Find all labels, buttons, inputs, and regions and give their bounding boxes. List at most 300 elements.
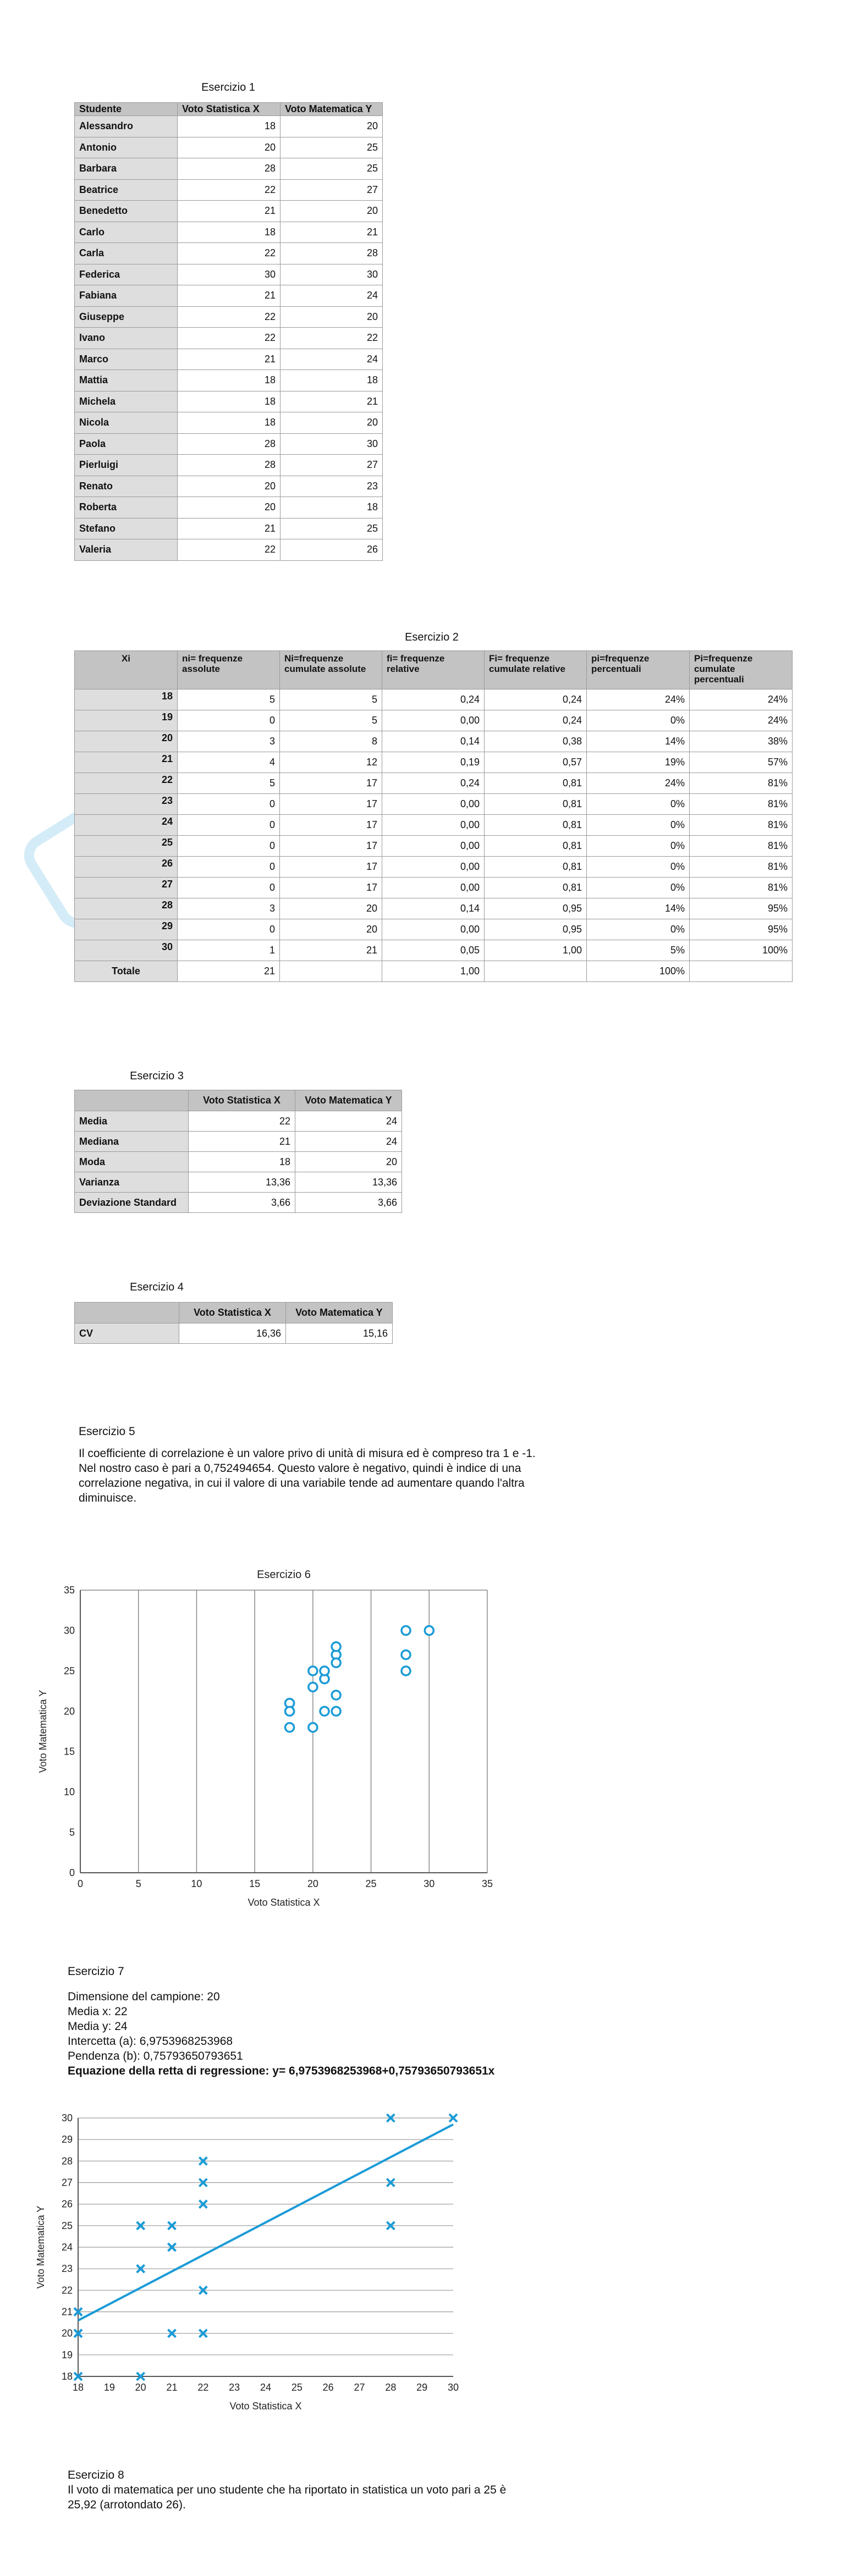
es1-table-row bbox=[75, 222, 383, 243]
es4-header-cell bbox=[75, 1303, 179, 1323]
y-tick-label: 25 bbox=[63, 1665, 75, 1676]
es7-title: Esercizio 7 bbox=[68, 1965, 124, 1978]
es2-row-label: 28 bbox=[75, 898, 178, 919]
es1-row-label: Benedetto bbox=[75, 201, 178, 222]
data-point bbox=[332, 1707, 340, 1716]
data-point bbox=[402, 1650, 410, 1659]
es1-cell: 25 bbox=[280, 137, 383, 158]
es1-cell: 21 bbox=[280, 222, 383, 243]
data-point bbox=[285, 1723, 294, 1732]
es2-row-label: 24 bbox=[75, 815, 178, 836]
es3-cell: 24 bbox=[295, 1111, 402, 1132]
y-tick-label: 27 bbox=[61, 2177, 73, 2188]
es2-table-row bbox=[75, 731, 793, 752]
es2-cell: 81% bbox=[690, 857, 793, 878]
es2-cell: 0,81 bbox=[485, 794, 587, 815]
es1-table-row bbox=[75, 201, 383, 222]
es1-table-row bbox=[75, 476, 383, 497]
es5-line: diminuisce. bbox=[79, 1492, 137, 1504]
x-axis-label: Voto Statistica X bbox=[248, 1897, 320, 1908]
es2-cell: 95% bbox=[690, 898, 793, 919]
es7-line: Pendenza (b): 0,75793650793651 bbox=[68, 2050, 243, 2062]
data-point bbox=[320, 1707, 329, 1716]
es2-cell: 0,05 bbox=[382, 940, 485, 961]
es1-row-label: Carla bbox=[75, 243, 178, 264]
es2-table-row bbox=[75, 710, 793, 731]
data-point bbox=[425, 1626, 433, 1635]
es3-row-label: Varianza bbox=[75, 1172, 189, 1193]
es1-cell: 22 bbox=[178, 539, 280, 561]
es1-table bbox=[74, 102, 383, 561]
es1-row-label: Alessandro bbox=[75, 116, 178, 137]
es2-table-row bbox=[75, 919, 793, 940]
es3-table-row bbox=[75, 1152, 402, 1172]
es2-cell: 5 bbox=[280, 689, 382, 710]
es3-header-cell: Voto Matematica Y bbox=[295, 1090, 402, 1111]
es2-cell: 14% bbox=[587, 898, 690, 919]
es1-table-row bbox=[75, 391, 383, 412]
x-tick-label: 20 bbox=[307, 1878, 318, 1889]
es2-header-cell: Fi= frequenze cumulate relative bbox=[485, 651, 587, 689]
es1-table-row bbox=[75, 433, 383, 455]
es1-table-row bbox=[75, 306, 383, 328]
es2-cell: 0 bbox=[178, 857, 280, 878]
es2-cell: 0,95 bbox=[485, 919, 587, 940]
es2-cell: 17 bbox=[280, 815, 382, 836]
es1-row-label: Valeria bbox=[75, 539, 178, 561]
es2-cell: 57% bbox=[690, 752, 793, 773]
es1-cell: 20 bbox=[178, 497, 280, 518]
es2-cell: 1,00 bbox=[485, 940, 587, 961]
es2-total-cell bbox=[485, 961, 587, 982]
es2-table-row bbox=[75, 794, 793, 815]
es3-cell: 24 bbox=[295, 1132, 402, 1152]
es2-table-row bbox=[75, 815, 793, 836]
es1-cell: 22 bbox=[178, 328, 280, 349]
es2-cell: 0,24 bbox=[485, 710, 587, 731]
es1-cell: 21 bbox=[178, 518, 280, 539]
y-tick-label: 25 bbox=[61, 2220, 73, 2231]
es1-table-row bbox=[75, 349, 383, 370]
es2-table-row bbox=[75, 836, 793, 857]
es1-cell: 20 bbox=[280, 306, 383, 328]
es7-line: Intercetta (a): 6,9753968253968 bbox=[68, 2035, 233, 2048]
es1-cell: 28 bbox=[280, 243, 383, 264]
es2-row-label: 27 bbox=[75, 878, 178, 898]
es2-cell: 24% bbox=[690, 689, 793, 710]
es2-cell: 0% bbox=[587, 878, 690, 898]
x-tick-label: 20 bbox=[135, 2382, 146, 2393]
data-point bbox=[285, 1707, 294, 1716]
es2-cell: 1 bbox=[178, 940, 280, 961]
es1-table-row bbox=[75, 455, 383, 476]
trendline bbox=[78, 2125, 453, 2320]
es1-row-label: Antonio bbox=[75, 137, 178, 158]
es2-cell: 21 bbox=[280, 940, 382, 961]
x-tick-label: 29 bbox=[416, 2382, 428, 2393]
es2-cell: 0% bbox=[587, 794, 690, 815]
x-tick-label: 30 bbox=[447, 2382, 459, 2393]
es7-line: Media x: 22 bbox=[68, 2005, 128, 2018]
es3-table-row bbox=[75, 1132, 402, 1152]
es3-table-row bbox=[75, 1111, 402, 1132]
es3-cell: 18 bbox=[189, 1152, 295, 1172]
es1-row-label: Fabiana bbox=[75, 285, 178, 307]
es2-row-label: 30 bbox=[75, 940, 178, 961]
x-tick-label: 26 bbox=[322, 2382, 334, 2393]
es2-row-label: 19 bbox=[75, 710, 178, 731]
es2-cell: 0% bbox=[587, 836, 690, 857]
es2-cell: 0,24 bbox=[382, 773, 485, 794]
es1-cell: 23 bbox=[280, 476, 383, 497]
es2-cell: 17 bbox=[280, 794, 382, 815]
es2-cell: 0,81 bbox=[485, 773, 587, 794]
es2-cell: 0 bbox=[178, 836, 280, 857]
es2-table-row bbox=[75, 689, 793, 710]
es2-cell: 3 bbox=[178, 898, 280, 919]
es3-cell: 21 bbox=[189, 1132, 295, 1152]
data-point bbox=[309, 1683, 317, 1691]
es5-line: Il coefficiente di correlazione è un valore privo di unità di misura ed è compreso tra 1 e -1. bbox=[79, 1447, 536, 1460]
data-point bbox=[402, 1667, 410, 1675]
es2-cell: 0,00 bbox=[382, 919, 485, 940]
es1-cell: 20 bbox=[280, 116, 383, 137]
es2-cell: 0,00 bbox=[382, 836, 485, 857]
es2-header-cell: fi= frequenze relative bbox=[382, 651, 485, 689]
es1-cell: 22 bbox=[178, 243, 280, 264]
es2-cell: 0,14 bbox=[382, 731, 485, 752]
es2-total-label: Totale bbox=[75, 961, 178, 982]
x-tick-label: 18 bbox=[72, 2382, 84, 2393]
y-axis-label: Voto Matematica Y bbox=[37, 1690, 48, 1773]
es1-row-label: Pierluigi bbox=[75, 455, 178, 476]
es4-title: Esercizio 4 bbox=[130, 1281, 184, 1293]
es1-row-label: Roberta bbox=[75, 497, 178, 518]
es3-row-label: Media bbox=[75, 1111, 189, 1132]
es2-cell: 24% bbox=[587, 773, 690, 794]
es1-table-row bbox=[75, 243, 383, 264]
es2-cell: 5 bbox=[178, 773, 280, 794]
data-point bbox=[320, 1667, 329, 1675]
x-tick-label: 0 bbox=[77, 1878, 84, 1889]
es1-cell: 18 bbox=[178, 116, 280, 137]
es2-title: Esercizio 2 bbox=[405, 631, 459, 643]
es1-header-cell: Voto Statistica X bbox=[178, 103, 280, 116]
es1-cell: 18 bbox=[178, 412, 280, 434]
es2-table-row bbox=[75, 898, 793, 919]
x-tick-label: 28 bbox=[385, 2382, 397, 2393]
es2-table-row bbox=[75, 773, 793, 794]
es2-total-cell: 100% bbox=[587, 961, 690, 982]
es4-header-cell: Voto Matematica Y bbox=[286, 1303, 393, 1323]
es2-cell: 0,00 bbox=[382, 878, 485, 898]
es2-cell: 81% bbox=[690, 836, 793, 857]
es1-cell: 21 bbox=[178, 201, 280, 222]
es1-cell: 27 bbox=[280, 455, 383, 476]
es1-cell: 21 bbox=[178, 349, 280, 370]
es2-cell: 0 bbox=[178, 815, 280, 836]
x-tick-label: 21 bbox=[166, 2382, 178, 2393]
x-tick-label: 30 bbox=[424, 1878, 435, 1889]
es1-header-cell: Voto Matematica Y bbox=[280, 103, 383, 116]
es2-cell: 0,24 bbox=[382, 689, 485, 710]
es2-cell: 0,81 bbox=[485, 836, 587, 857]
es2-cell: 24% bbox=[587, 689, 690, 710]
es1-table-row bbox=[75, 497, 383, 518]
es2-row-label: 20 bbox=[75, 731, 178, 752]
es2-cell: 20 bbox=[280, 898, 382, 919]
es2-table-row bbox=[75, 878, 793, 898]
es2-cell: 0,24 bbox=[485, 689, 587, 710]
es4-header-cell: Voto Statistica X bbox=[179, 1303, 286, 1323]
es2-cell: 0,14 bbox=[382, 898, 485, 919]
es1-cell: 28 bbox=[178, 158, 280, 180]
data-point bbox=[332, 1642, 340, 1651]
es3-cell: 3,66 bbox=[189, 1193, 295, 1213]
es1-cell: 30 bbox=[280, 264, 383, 285]
es2-cell: 20 bbox=[280, 919, 382, 940]
es6-scatter-chart bbox=[33, 1562, 506, 1913]
es2-cell: 0,57 bbox=[485, 752, 587, 773]
y-tick-label: 15 bbox=[63, 1746, 75, 1757]
es2-cell: 0 bbox=[178, 878, 280, 898]
es2-cell: 0,81 bbox=[485, 815, 587, 836]
y-axis-label: Voto Matematica Y bbox=[35, 2205, 46, 2289]
es2-cell: 17 bbox=[280, 836, 382, 857]
es1-cell: 30 bbox=[280, 433, 383, 455]
es2-header-cell: Ni=frequenze cumulate assolute bbox=[280, 651, 382, 689]
es4-cell: 16,36 bbox=[179, 1323, 286, 1344]
es2-cell: 0 bbox=[178, 794, 280, 815]
es8-title: Esercizio 8 bbox=[68, 2469, 124, 2481]
es2-cell: 0 bbox=[178, 919, 280, 940]
es2-total-cell bbox=[690, 961, 793, 982]
es1-row-label: Giuseppe bbox=[75, 306, 178, 328]
es2-cell: 38% bbox=[690, 731, 793, 752]
es1-table-row bbox=[75, 116, 383, 137]
es7-equation: Equazione della retta di regressione: y= 6,9753968253968+0,75793650793651x bbox=[68, 2065, 495, 2077]
es1-row-label: Barbara bbox=[75, 158, 178, 180]
es2-header-cell: Xi bbox=[75, 651, 178, 689]
es1-cell: 28 bbox=[178, 433, 280, 455]
y-tick-label: 26 bbox=[61, 2198, 73, 2210]
es1-row-label: Ivano bbox=[75, 328, 178, 349]
y-tick-label: 19 bbox=[61, 2349, 73, 2360]
es2-cell: 81% bbox=[690, 794, 793, 815]
data-point bbox=[309, 1667, 317, 1675]
es2-total-cell: 1,00 bbox=[382, 961, 485, 982]
es1-cell: 30 bbox=[178, 264, 280, 285]
es1-cell: 27 bbox=[280, 179, 383, 201]
es1-row-label: Beatrice bbox=[75, 179, 178, 201]
data-point bbox=[402, 1626, 410, 1635]
y-tick-label: 30 bbox=[61, 2112, 73, 2123]
x-tick-label: 22 bbox=[197, 2382, 209, 2393]
es8-line: Il voto di matematica per uno studente che ha riportato in statistica un voto pari a 25 è bbox=[68, 2484, 507, 2496]
data-point bbox=[332, 1691, 340, 1700]
y-tick-label: 20 bbox=[61, 2327, 73, 2339]
es1-cell: 24 bbox=[280, 285, 383, 307]
es2-row-label: 26 bbox=[75, 857, 178, 878]
es2-cell: 0% bbox=[587, 857, 690, 878]
es1-cell: 21 bbox=[280, 391, 383, 412]
es2-cell: 24% bbox=[690, 710, 793, 731]
es5-paragraph bbox=[79, 1446, 684, 1505]
es1-cell: 18 bbox=[280, 370, 383, 391]
y-tick-label: 5 bbox=[69, 1827, 75, 1838]
es2-cell: 0,00 bbox=[382, 815, 485, 836]
es1-row-label: Federica bbox=[75, 264, 178, 285]
es2-total-cell: 21 bbox=[178, 961, 280, 982]
es1-table-row bbox=[75, 179, 383, 201]
es7-paragraph bbox=[68, 1989, 728, 2078]
es4-table bbox=[74, 1302, 393, 1344]
es2-total-row bbox=[75, 961, 793, 982]
es3-table-row bbox=[75, 1193, 402, 1213]
es1-cell: 24 bbox=[280, 349, 383, 370]
es1-cell: 18 bbox=[178, 370, 280, 391]
es2-cell: 81% bbox=[690, 773, 793, 794]
y-tick-label: 21 bbox=[61, 2306, 73, 2318]
es2-cell: 0,95 bbox=[485, 898, 587, 919]
es4-table-row bbox=[75, 1323, 393, 1344]
es2-table-row bbox=[75, 752, 793, 773]
es2-cell: 5 bbox=[280, 710, 382, 731]
es5-line: Nel nostro caso è pari a 0,752494654. Questo valore è negativo, quindi è indice di una bbox=[79, 1462, 521, 1475]
es3-header-cell: Voto Statistica X bbox=[189, 1090, 295, 1111]
es2-table bbox=[74, 650, 793, 982]
es4-row-label: CV bbox=[75, 1323, 179, 1344]
es3-table-row bbox=[75, 1172, 402, 1193]
es2-cell: 5% bbox=[587, 940, 690, 961]
es2-row-label: 29 bbox=[75, 919, 178, 940]
es1-row-label: Renato bbox=[75, 476, 178, 497]
es1-cell: 22 bbox=[178, 179, 280, 201]
es2-table-row bbox=[75, 940, 793, 961]
es2-cell: 100% bbox=[690, 940, 793, 961]
es8-line: 25,92 (arrotondato 26). bbox=[68, 2498, 186, 2511]
es1-row-label: Michela bbox=[75, 391, 178, 412]
es2-cell: 0,81 bbox=[485, 857, 587, 878]
x-tick-label: 5 bbox=[135, 1878, 141, 1889]
es1-table-row bbox=[75, 264, 383, 285]
es2-header-cell: pi=frequenze percentuali bbox=[587, 651, 690, 689]
es1-row-label: Nicola bbox=[75, 412, 178, 434]
y-tick-label: 35 bbox=[63, 1585, 75, 1596]
es2-cell: 0,81 bbox=[485, 878, 587, 898]
es3-row-label: Mediana bbox=[75, 1132, 189, 1152]
x-tick-label: 15 bbox=[249, 1878, 261, 1889]
es2-cell: 0 bbox=[178, 710, 280, 731]
es7-regression-chart bbox=[33, 2106, 473, 2425]
es1-cell: 25 bbox=[280, 518, 383, 539]
es1-table-row bbox=[75, 518, 383, 539]
es8-paragraph bbox=[68, 2483, 728, 2512]
es1-cell: 20 bbox=[178, 476, 280, 497]
es3-cell: 20 bbox=[295, 1152, 402, 1172]
es1-row-label: Stefano bbox=[75, 518, 178, 539]
es7-line: Dimensione del campione: 20 bbox=[68, 1990, 220, 2003]
y-tick-label: 30 bbox=[63, 1625, 75, 1636]
es2-row-label: 21 bbox=[75, 752, 178, 773]
es1-table-row bbox=[75, 539, 383, 561]
es1-cell: 20 bbox=[280, 412, 383, 434]
es1-table-row bbox=[75, 412, 383, 434]
chart-title: Esercizio 6 bbox=[257, 1569, 311, 1581]
es2-cell: 0% bbox=[587, 919, 690, 940]
x-tick-label: 27 bbox=[354, 2382, 365, 2393]
es5-title: Esercizio 5 bbox=[79, 1425, 135, 1438]
y-tick-label: 23 bbox=[61, 2263, 73, 2275]
es3-cell: 22 bbox=[189, 1111, 295, 1132]
es1-cell: 18 bbox=[178, 222, 280, 243]
es3-title: Esercizio 3 bbox=[130, 1070, 184, 1082]
es3-cell: 13,36 bbox=[189, 1172, 295, 1193]
y-tick-label: 18 bbox=[61, 2371, 73, 2382]
es2-cell: 4 bbox=[178, 752, 280, 773]
es2-header-cell: Pi=frequenze cumulate percentuali bbox=[690, 651, 793, 689]
es1-row-label: Mattia bbox=[75, 370, 178, 391]
es2-cell: 0,38 bbox=[485, 731, 587, 752]
es2-cell: 0,00 bbox=[382, 794, 485, 815]
es3-cell: 13,36 bbox=[295, 1172, 402, 1193]
x-tick-label: 25 bbox=[365, 1878, 377, 1889]
es1-row-label: Marco bbox=[75, 349, 178, 370]
y-tick-label: 22 bbox=[61, 2285, 73, 2296]
es2-cell: 81% bbox=[690, 878, 793, 898]
x-tick-label: 24 bbox=[260, 2382, 272, 2393]
es3-row-label: Moda bbox=[75, 1152, 189, 1172]
x-tick-label: 23 bbox=[229, 2382, 240, 2393]
es1-row-label: Carlo bbox=[75, 222, 178, 243]
es1-cell: 25 bbox=[280, 158, 383, 180]
es2-row-label: 25 bbox=[75, 836, 178, 857]
es1-table-row bbox=[75, 370, 383, 391]
es2-cell: 81% bbox=[690, 815, 793, 836]
es1-cell: 28 bbox=[178, 455, 280, 476]
x-tick-label: 25 bbox=[291, 2382, 302, 2393]
es1-cell: 22 bbox=[178, 306, 280, 328]
es2-cell: 14% bbox=[587, 731, 690, 752]
data-point bbox=[309, 1723, 317, 1732]
es2-cell: 0,00 bbox=[382, 710, 485, 731]
es3-header-cell bbox=[75, 1090, 189, 1111]
es2-cell: 0,19 bbox=[382, 752, 485, 773]
es3-table bbox=[74, 1090, 402, 1213]
x-tick-label: 10 bbox=[191, 1878, 202, 1889]
es1-cell: 20 bbox=[178, 137, 280, 158]
es2-total-cell bbox=[280, 961, 382, 982]
es3-cell: 3,66 bbox=[295, 1193, 402, 1213]
es1-title: Esercizio 1 bbox=[201, 81, 255, 93]
es1-cell: 22 bbox=[280, 328, 383, 349]
es2-cell: 0% bbox=[587, 815, 690, 836]
es1-cell: 26 bbox=[280, 539, 383, 561]
es2-row-label: 18 bbox=[75, 689, 178, 710]
es1-table-row bbox=[75, 285, 383, 307]
es5-line: correlazione negativa, in cui il valore di una variabile tende ad aumentare quando l'altra bbox=[79, 1477, 525, 1490]
y-tick-label: 0 bbox=[69, 1867, 75, 1878]
es2-header-cell: ni= frequenze assolute bbox=[178, 651, 280, 689]
es1-cell: 20 bbox=[280, 201, 383, 222]
es1-table-row bbox=[75, 328, 383, 349]
es2-cell: 17 bbox=[280, 773, 382, 794]
x-axis-label: Voto Statistica X bbox=[229, 2401, 302, 2412]
y-tick-label: 28 bbox=[61, 2155, 73, 2167]
es1-table-row bbox=[75, 137, 383, 158]
es2-cell: 3 bbox=[178, 731, 280, 752]
es3-row-label: Deviazione Standard bbox=[75, 1193, 189, 1213]
